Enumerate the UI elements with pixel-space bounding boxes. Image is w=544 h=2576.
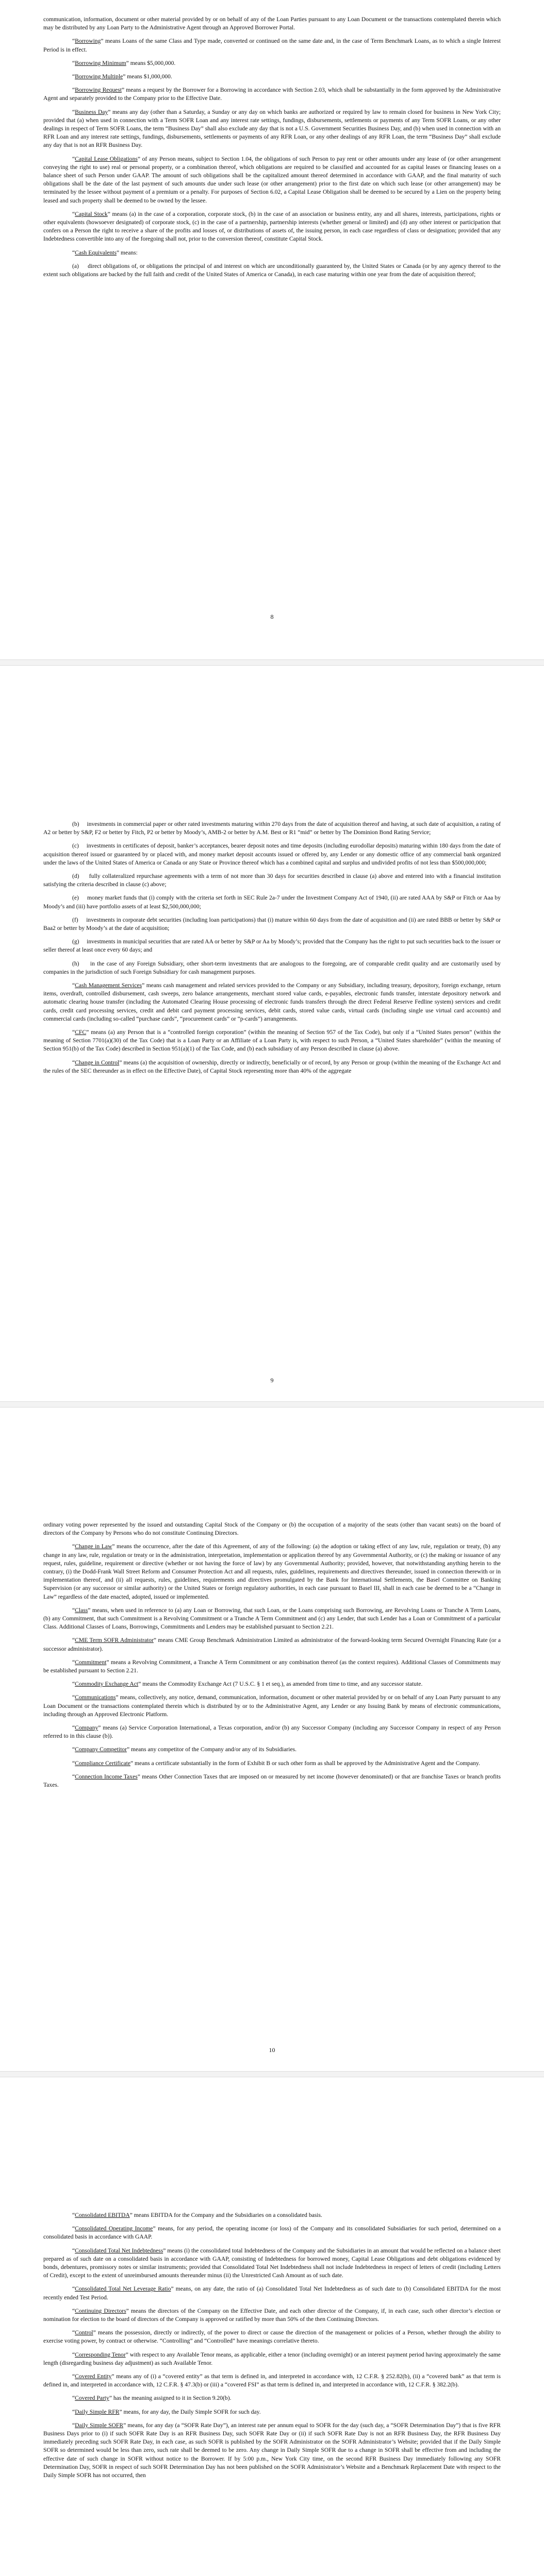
page-separator xyxy=(0,1401,544,1408)
defined-term: Communications xyxy=(75,1694,116,1701)
defined-term: Consolidated Operating Income xyxy=(75,2225,153,2232)
definition-borrowing-request: “Borrowing Request” means a request by the Borrower for a Borrowing in accordance with Section 2.03, which shall be substantially in the form approved by the Administrative Agent and separately provided to the Company prior to the Effective Date. xyxy=(43,87,501,102)
clause-a: (a) direct obligations of, or obligations the principal of and interest on which are unconditionally guaranteed by, the United States or Canada (or by any agency thereof to the extent such obligations are backed by the full faith and credit of the United States of America or Canada), in each case maturing within one year from the date of acquisition thereof; xyxy=(43,262,501,278)
clause-h: (h) in the case of any Foreign Subsidiary, other short-term investments that are analogous to the foregoing, are of comparable credit quality and are customarily used by companies in the jurisdiction of such Foreign Subsidiary for cash management purposes. xyxy=(43,960,501,975)
definition-cash-management-services: “Cash Management Services” means cash management and related services provided to the Company or any Subsidiary, including treasury, depository, foreign exchange, return items, overdraft, controlled disbursement, cash sweeps, zero balance arrangements, merchant stored value cards, e-payables, electronic funds transfer, interstate depository network and automatic clearing house transfer (including the Automated Clearing House processing of electronic funds transfers through the direct Federal Reserve Fedline system) services and credit cards, credit card processing services, credit and debit card payment processing services, debit cards, stored value cards, virtual cards (including single use virtual card accounts) and commercial cards (including so-called “purchase cards”, “procurement cards” or “p-cards”) arrangements. xyxy=(43,982,501,1022)
defined-term: Corresponding Tenor xyxy=(75,2351,126,2358)
defined-term: Commodity Exchange Act xyxy=(75,1681,139,1688)
defined-term: Connection Income Taxes xyxy=(75,1773,138,1780)
page-number: 9 xyxy=(270,1377,274,1384)
document-page-8 xyxy=(0,0,544,659)
defined-term: Commitment xyxy=(75,1658,107,1666)
definition-consolidated-operating-income: “Consolidated Operating Income” means, for any period, the operating income (or loss) of the Company and its consolidated Subsidiaries for such period, determined on a consolidated basis in accordance with GAAP. xyxy=(43,2225,501,2241)
defined-term: Consolidated EBITDA xyxy=(75,2212,130,2218)
definition-control: “Control” means the possession, directly or indirectly, of the power to direct or cause the direction of the management or policies of a Person, whether through the ability to exercise voting power, by contract or otherwise. “Controlling” and “Controlled” have meanings correlative thereto. xyxy=(43,2329,501,2345)
definition-business-day: “Business Day” means any day (other than a Saturday, a Sunday or any day on which banks are authorized or required by law to remain closed for business in New York City; provided that (a) when used in connection with a Term SOFR Loan and any interest rate settings, fundings, disbursements, settlements or payments of any Term SOFR Loans, or any other dealings in respect of Term SOFR Loans, the term “Business Day” shall also exclude any day that is not a U.S. Government Securities Business Day, and (b) when used in connection with an RFR Loan and any interest rate settings, fundings, disbursements, settlements or payments of any RFR Loan, or any other dealings of any RFR Loan, the term “Business Day” shall exclude any day that is not an RFR Business Day. xyxy=(43,108,501,149)
defined-term: Covered Party xyxy=(75,2395,109,2402)
definition-continuing-directors: “Continuing Directors” means the directors of the Company on the Effective Date, and each other director of the Company, if, in each case, such other director’s election or nomination for election to the board of directors of the Company is approved or ratified by more than 50% of the then Continuing Directors. xyxy=(43,2307,501,2323)
clause-c: (c) investments in certificates of deposit, banker’s acceptances, bearer deposit notes and time deposits (including eurodollar deposits) maturing within 180 days from the date of acquisition thereof issued or guaranteed by or placed with, and money market deposit accounts issued or offered by, any Lender or any domestic office of any commercial bank organized under the laws of the United States of America or Canada or any State or Province thereof which has a combined capital and surplus and undivided profits of not less than $500,000,000; xyxy=(43,842,501,866)
definition-compliance-certificate: “Compliance Certificate” means a certificate substantially in the form of Exhibit B or such other form as shall be approved by the Administrative Agent and the Company. xyxy=(72,1759,480,1767)
defined-term: Borrowing Multiple xyxy=(75,73,123,80)
page-number: 10 xyxy=(269,2046,275,2054)
definition-covered-party: “Covered Party” has the meaning assigned to it in Section 9.20(b). xyxy=(72,2395,232,2402)
definition-cash-equivalents: “Cash Equivalents” means: xyxy=(72,249,138,256)
page-separator xyxy=(0,2071,544,2077)
page-body xyxy=(43,2211,501,2485)
definition-change-in-control: “Change in Control” means (a) the acquisition of ownership, directly or indirectly, beneficially or of record, by any Person or group (within the meaning of the Exchange Act and the rules of the SEC thereunder as in effect on the Effective Date), of Capital Stock representing more than 40% of the aggregate xyxy=(43,1059,501,1074)
definition-company: “Company” means (a) Service Corporation International, a Texas corporation, and/or (b) any Successor Company (including any Successor Company in respect of any Person referred to in this clause (b)). xyxy=(43,1724,501,1740)
definition-connection-income-taxes: “Connection Income Taxes” means Other Connection Taxes that are imposed on or measured by net income (however denominated) or that are franchise Taxes or branch profits Taxes. xyxy=(43,1773,501,1789)
defined-term: Capital Stock xyxy=(75,210,108,217)
defined-term: Control xyxy=(75,2329,93,2336)
defined-term: Change in Law xyxy=(75,1543,112,1550)
definition-capital-lease-obligations: “Capital Lease Obligations” of any Person means, subject to Section 1.04, the obligations of such Person to pay rent or other amounts under any lease of (or other arrangement conveying the right to use) real or personal property, or a combination thereof, which obligations are required to be classified and accounted for as capital leases or financing leases on a balance sheet of such Person under GAAP. The amount of such obligations shall be the capitalized amount thereof determined in accordance with GAAP, and the final maturity of such obligations shall be the date of the last payment of such amounts due under such lease (or other arrangement) prior to the first date on which such lease (or other arrangement) may be terminated by the lessee without payment of a premium or a penalty. For purposes of Section 6.02, a Capital Lease Obligation shall be deemed to be secured by a Lien on the property being leased and such property shall be deemed to be owned by the lessee. xyxy=(43,155,501,204)
paragraph-continuation: ordinary voting power represented by the issued and outstanding Capital Stock of the Company or (b) the occupation of a majority of the seats (other than vacant seats) on the board of directors of the Company by Persons who do not constitute Continuing Directors. xyxy=(43,1521,501,1537)
definition-communications: “Communications” means, collectively, any notice, demand, communication, information, document or other material provided by or on behalf of any Loan Party pursuant to any Loan Document or the transactions contemplated therein which is distributed by or to the Administrative Agent, any Lender or any Issuing Bank by means of electronic communications, including through an Approved Electronic Platform. xyxy=(43,1694,501,1718)
defined-term: Class xyxy=(75,1606,88,1614)
definition-change-in-law: “Change in Law” means the occurrence, after the date of this Agreement, of any of the following: (a) the adoption or taking effect of any law, rule, regulation or treaty, (b) any change in any law, rule, regulation or treaty or in the administration, interpretation, implementation or application thereof by any Governmental Authority, or (c) the making or issuance of any request, rules, guideline, requirement or directive (whether or not having the force of law) by any Governmental Authority; provided, however, that notwithstanding anything herein to the contrary, (i) the Dodd-Frank Wall Street Reform and Consumer Protection Act and all requests, rules, guidelines, requirements and directives thereunder, issued in connection therewith or in implementation thereof, and (ii) all requests, rules, guidelines, requirements and directives promulgated by the Bank for International Settlements, the Basel Committee on Banking Supervision (or any successor or similar authority) or the United States or foreign regulatory authorities, in each case pursuant to Basel III, shall in each case be deemed to be a “Change in Law” regardless of the date enacted, adopted, issued or implemented. xyxy=(43,1543,501,1600)
defined-term: Daily Simple RFR xyxy=(75,2408,120,2415)
defined-term: Compliance Certificate xyxy=(75,1759,130,1767)
defined-term: Borrowing xyxy=(75,38,101,45)
defined-term: Continuing Directors xyxy=(75,2307,126,2314)
page-number: 8 xyxy=(270,613,274,620)
clause-e: (e) money market funds that (i) comply with the criteria set forth in SEC Rule 2a-7 under the Investment Company Act of 1940, (ii) are rated AAA by S&P or Fitch or Aaa by Moody’s and (iii) have portfolio assets of at least $2,500,000,000; xyxy=(43,894,501,910)
clause-g: (g) investments in municipal securities that are rated AA or better by S&P or Aa by Moody’s; provided that the Company has the right to put such securities back to the issuer or seller thereof at least once every 60 days; and xyxy=(43,938,501,954)
definition-cme-term-sofr-administrator: “CME Term SOFR Administrator” means CME Group Benchmark Administration Limited as administrator of the forward-looking term Secured Overnight Financing Rate (or a successor administrator). xyxy=(43,1637,501,1652)
definition-borrowing-multiple: “Borrowing Multiple” means $1,000,000. xyxy=(72,73,172,80)
defined-term: Consolidated Total Net Leverage Ratio xyxy=(75,2285,171,2293)
definition-consolidated-ebitda: “Consolidated EBITDA” means EBITDA for the Company and the Subsidiaries on a consolidated basis. xyxy=(72,2212,322,2218)
definition-covered-entity: “Covered Entity” means any of (i) a “covered entity” as that term is defined in, and interpreted in accordance with, 12 C.F.R. § 252.82(b), (ii) a “covered bank” as that term is defined in, and interpreted in accordance with, 12 C.F.R. § 47.3(b) or (iii) a “covered FSI” as that term is defined in, and interpreted in accordance with, 12 C.F.R. § 382.2(b). xyxy=(43,2373,501,2388)
defined-term: CME Term SOFR Administrator xyxy=(75,1637,154,1644)
document-page-9 xyxy=(0,666,544,1401)
definition-daily-simple-sofr: “Daily Simple SOFR” means, for any day (a “SOFR Rate Day”), an interest rate per annum equal to SOFR for the day (such day, a “SOFR Determination Day”) that is five RFR Business Days prior to (i) if such SOFR Rate Day is an RFR Business Day, such SOFR Rate Day or (ii) if such SOFR Rate Day is not an RFR Business Day, the RFR Business Day immediately preceding such SOFR Rate Day, in each case, as such SOFR is published by the SOFR Administrator on the SOFR Administrator’s Website; provided that if the Daily Simple SOFR so determined would be less than zero, such rate shall be deemed to be zero. Any change in Daily Simple SOFR due to a change in SOFR shall be effective from and including the effective date of such change in SOFR without notice to the Borrower. If by 5:00 p.m., New York City time, on the second RFR Business Day immediately following any SOFR Determination Day, SOFR in respect of such SOFR Determination Day has not been published on the SOFR Administrator’s Website and a Benchmark Replacement Date with respect to the Daily Simple SOFR has not occurred, then xyxy=(43,2421,501,2479)
page-separator xyxy=(0,659,544,666)
definition-class: “Class” means, when used in reference to (a) any Loan or Borrowing, that such Loan, or the Loans comprising such Borrowing, are Revolving Loans or Tranche A Term Loans, (b) any Commitment, that such Commitment is a Revolving Commitment or a Tranche A Term Commitment and (c) any Lender, that such Lender has a Loan or Commitment of a particular Class. Additional Classes of Loans, Borrowings, Commitments and Lenders may be established pursuant to Section 2.21. xyxy=(43,1606,501,1631)
defined-term: Covered Entity xyxy=(75,2373,112,2380)
document-page-10 xyxy=(0,1408,544,2071)
definition-commodity-exchange-act: “Commodity Exchange Act” means the Commodity Exchange Act (7 U.S.C. § 1 et seq.), as amended from time to time, and any successor statute. xyxy=(72,1681,423,1688)
document-page-11 xyxy=(0,2077,544,2576)
page-body xyxy=(43,1521,501,1794)
definition-corresponding-tenor: “Corresponding Tenor” with respect to any Available Tenor means, as applicable, either a tenor (including overnight) or an interest payment period having approximately the same length (disregarding business day adjustment) as such Available Tenor. xyxy=(43,2351,501,2366)
clause-d: (d) fully collateralized repurchase agreements with a term of not more than 30 days for securities described in clause (a) above and entered into with a financial institution satisfying the criteria described in clause (c) above; xyxy=(43,873,501,888)
definition-borrowing-minimum: “Borrowing Minimum” means $5,000,000. xyxy=(72,59,176,66)
definition-consolidated-total-net-indebtedness: “Consolidated Total Net Indebtedness” means (i) the consolidated total Indebtedness of the Company and the Subsidiaries in an amount that would be reflected on a balance sheet prepared as of such date on a consolidated basis in accordance with GAAP, consisting of Indebtedness for borrowed money, Capital Lease Obligations and debt obligations evidenced by bonds, debentures, promissory notes or similar instruments; provided that Consolidated Total Net Indebtedness shall not include Indebtedness in respect of letters of credit (including Letters of Credit), except to the extent of unreimbursed amounts thereunder minus (ii) the Unrestricted Cash Amount as of such date. xyxy=(43,2247,501,2279)
page-body xyxy=(43,15,501,284)
paragraph-continuation: communication, information, document or other material provided by or on behalf of any of the Loan Parties pursuant to any Loan Document or the transactions contemplated therein which may be distributed by any Loan Party to the Administrative Agent through an Approved Borrower Portal. xyxy=(43,16,501,31)
page-body xyxy=(43,820,501,1080)
defined-term: Business Day xyxy=(75,108,108,115)
defined-term: Company Competitor xyxy=(75,1746,127,1753)
defined-term: Cash Equivalents xyxy=(75,249,117,256)
definition-consolidated-total-net-leverage-ratio: “Consolidated Total Net Leverage Ratio” means, on any date, the ratio of (a) Consolidated Total Net Indebtedness as of such date to (b) Consolidated EBITDA for the most recently ended Test Period. xyxy=(43,2285,501,2301)
definition-cfc: “CFC” means (a) any Person that is a “controlled foreign corporation” (within the meaning of Section 957 of the Tax Code), but only if a “United States person” (within the meaning of Section 7701(a)(30) of the Tax Code) that is a Loan Party or an Affiliate of a Loan Party is, with respect to such Person, a “United States shareholder” (within the meaning of Section 951(b) of the Tax Code) described in Section 951(a)(1) of the Tax Code, and (b) each subsidiary of any Person described in clause (a) above. xyxy=(43,1029,501,1053)
clause-b: (b) investments in commercial paper or other rated investments maturing within 270 days from the date of acquisition thereof and having, at such date of acquisition, a rating of A2 or better by S&P, F2 or better by Fitch, P2 or better by Moody’s, AMB-2 or better by A.M. Best or R1 “mid” or better by The Dominion Bond Rating Service; xyxy=(43,821,501,836)
defined-term: CFC xyxy=(75,1029,87,1036)
defined-term: Borrowing Request xyxy=(75,87,122,94)
defined-term: Borrowing Minimum xyxy=(75,59,126,66)
definition-daily-simple-rfr: “Daily Simple RFR” means, for any day, the Daily Simple SOFR for such day. xyxy=(72,2408,261,2415)
definition-commitment: “Commitment” means a Revolving Commitment, a Tranche A Term Commitment or any combination thereof (as the context requires). Additional Classes of Commitments may be established pursuant to Section 2.21. xyxy=(43,1658,501,1674)
defined-term: Company xyxy=(75,1724,98,1732)
definition-capital-stock: “Capital Stock” means (a) in the case of a corporation, corporate stock, (b) in the case of an association or business entity, any and all shares, interests, participations, rights or other equivalents (howsoever designated) of corporate stock, (c) in the case of a partnership, partnership interests (whether general or limited) and (d) any other interest or participation that confers on a Person the right to receive a share of the profits and losses of, or distributions of assets of, the issuing person, in each case regardless of class or designation; provided that any Indebtedness convertible into any of the foregoing shall not, prior to the conversion thereof, constitute Capital Stock. xyxy=(43,210,501,243)
defined-term: Consolidated Total Net Indebtedness xyxy=(75,2247,163,2254)
definition-company-competitor: “Company Competitor” means any competitor of the Company and/or any of its Subsidiaries. xyxy=(72,1746,297,1753)
defined-term: Capital Lease Obligations xyxy=(75,155,138,162)
defined-term: Daily Simple SOFR xyxy=(75,2421,124,2429)
definition-borrowing: “Borrowing” means Loans of the same Class and Type made, converted or continued on the same date and, in the case of Term Benchmark Loans, as to which a single Interest Period is in effect. xyxy=(43,38,501,53)
defined-term: Cash Management Services xyxy=(75,982,142,989)
defined-term: Change in Control xyxy=(75,1059,120,1066)
clause-f: (f) investments in corporate debt securities (including loan participations) that (i) mature within 60 days from the date of acquisition and (ii) are rated BBB or better by S&P or Baa2 or better by Moody’s at the date of acquisition; xyxy=(43,916,501,932)
